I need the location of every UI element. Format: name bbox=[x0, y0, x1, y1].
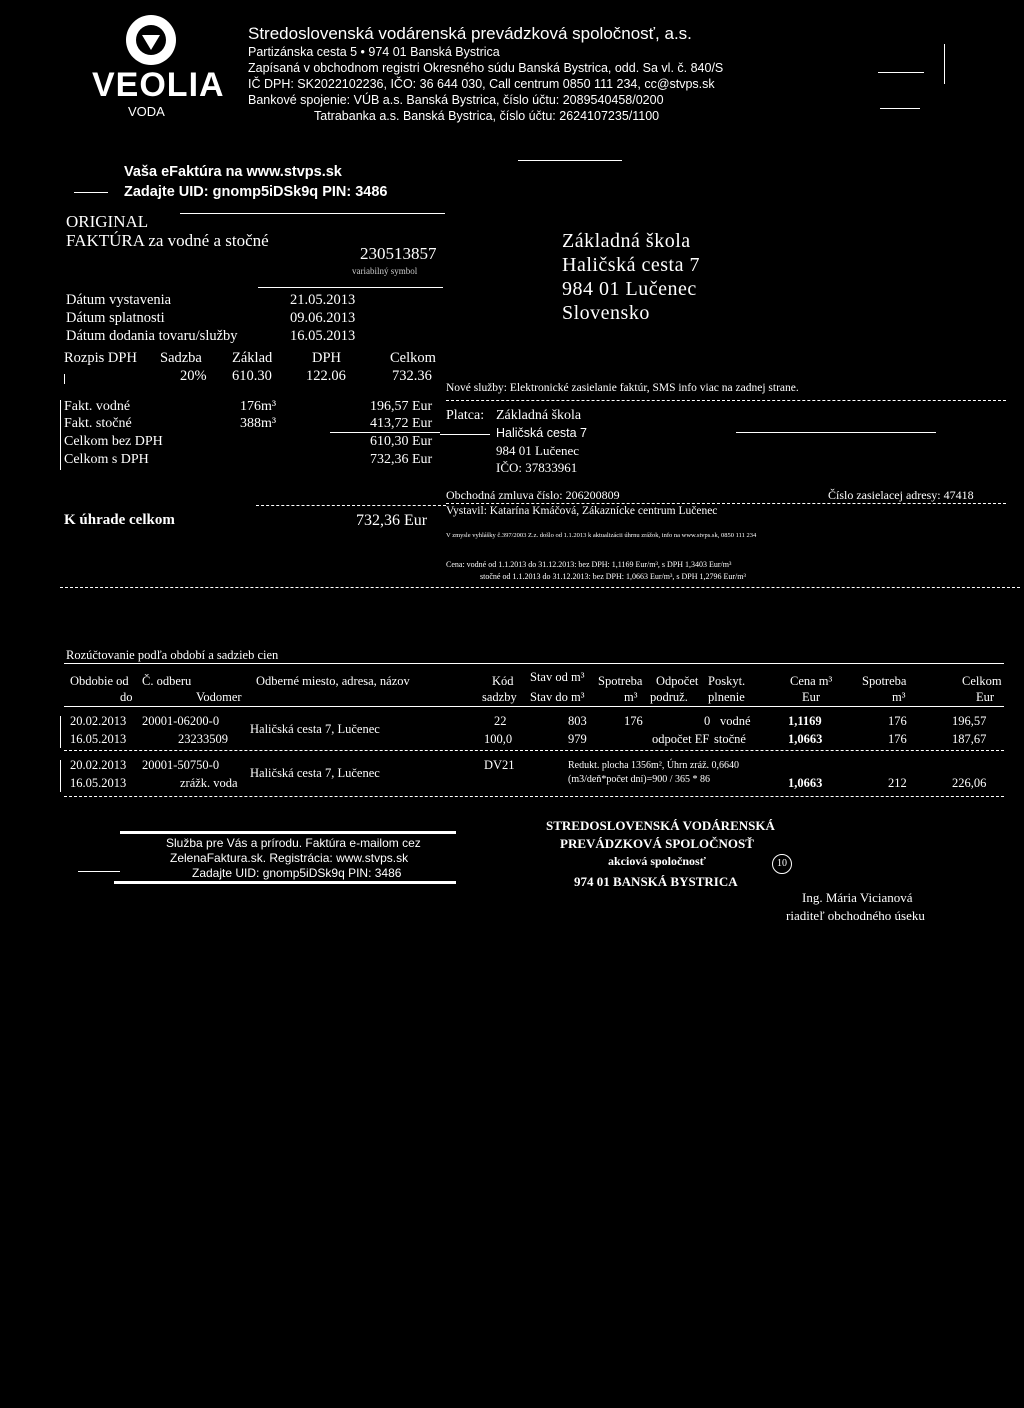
divider bbox=[60, 400, 61, 470]
th-price-unit: Eur bbox=[802, 690, 821, 704]
original-label: ORIGINAL bbox=[66, 212, 149, 231]
invoice-title: FAKTÚRA za vodné a stočné bbox=[66, 231, 269, 250]
item-water-qty: 176m³ bbox=[240, 399, 277, 414]
company-line-5: Tatrabanka a.s. Banská Bystrica, číslo účtu: 2624107235/1100 bbox=[314, 109, 660, 123]
new-services-notice: Nové služby: Elektronické zasielanie faktúr, SMS info viac na zadnej strane. bbox=[446, 382, 799, 394]
item-water-amount: 196,57 Eur bbox=[370, 399, 433, 414]
item-sewage-label: Fakt. stočné bbox=[64, 416, 132, 431]
divider bbox=[446, 400, 1006, 401]
row1-qty1: 176 bbox=[888, 714, 907, 728]
item-sewage-amount: 413,72 Eur bbox=[370, 416, 433, 431]
payer-street: Haličská cesta 7 bbox=[496, 426, 588, 440]
divider bbox=[60, 587, 1020, 588]
company-line-3: IČ DPH: SK2022102236, IČO: 36 644 030, Call centrum 0850 111 234, cc@stvps.sk bbox=[248, 77, 715, 91]
th-cons: Spotreba bbox=[598, 674, 643, 688]
contract-number: Obchodná zmluva číslo: 206200809 bbox=[446, 488, 620, 502]
row2-code: DV21 bbox=[484, 758, 515, 772]
row2-total: 226,06 bbox=[952, 776, 987, 790]
efaktura-line-1: Vaša eFaktúra na www.stvps.sk bbox=[124, 164, 342, 180]
breakdown-title: Rozúčtovanie podľa období a sadzieb cien bbox=[66, 648, 279, 662]
signer-name: Ing. Mária Vicianová bbox=[802, 890, 913, 905]
promo-line-2: ZelenaFaktura.sk. Registrácia: www.stvps.sk bbox=[170, 851, 409, 865]
vat-head-base: Základ bbox=[232, 350, 273, 366]
vat-rate: 20% bbox=[180, 368, 207, 384]
row1-qty2: 176 bbox=[888, 732, 907, 746]
company-line-4: Bankové spojenie: VÚB a.s. Banská Bystrica, číslo účtu: 2089540458/0200 bbox=[248, 93, 664, 107]
row1-meter: 23233509 bbox=[178, 732, 228, 746]
th-meter: Vodomer bbox=[196, 690, 242, 704]
row2-id: 20001-50750-0 bbox=[142, 758, 220, 772]
stamp-line-3: akciová spoločnosť bbox=[608, 854, 706, 868]
divider bbox=[64, 796, 1004, 797]
payer-label: Platca: bbox=[446, 408, 485, 423]
divider bbox=[64, 750, 1004, 751]
row1-to: 16.05.2013 bbox=[70, 732, 127, 746]
divider bbox=[64, 663, 1004, 664]
row2-note2: (m3/deň*počet dní)=900 / 365 * 86 bbox=[568, 774, 711, 785]
divider bbox=[256, 505, 446, 506]
table-row bbox=[60, 758, 1010, 794]
to-pay-label: K úhrade celkom bbox=[64, 512, 175, 528]
divider bbox=[440, 434, 490, 435]
stamp-mark-icon: 10 bbox=[772, 854, 792, 874]
row1-total1: 196,57 bbox=[952, 714, 987, 728]
divider bbox=[64, 374, 65, 384]
promo-line-1: Služba pre Vás a prírodu. Faktúra e-mailom cez bbox=[166, 836, 421, 850]
th-sub: Odpočet bbox=[656, 674, 699, 688]
invoice-number: 230513857 bbox=[360, 244, 437, 263]
row1-serv2: stočné bbox=[714, 732, 746, 746]
th-code2: sadzby bbox=[482, 690, 517, 704]
divider bbox=[114, 881, 456, 884]
row2-to: 16.05.2013 bbox=[70, 776, 127, 790]
contract-issued: Vystavil: Katarína Kmáčová, Zákaznícke centrum Lučenec bbox=[446, 505, 718, 517]
row1-from: 20.02.2013 bbox=[70, 714, 127, 728]
stamp bbox=[540, 812, 810, 892]
th-serv: Poskyt. bbox=[708, 674, 746, 688]
payer-ico: IČO: 37833961 bbox=[496, 460, 578, 475]
divider bbox=[78, 871, 120, 872]
row1-sub2: odpočet EF bbox=[652, 732, 710, 746]
payer-city: 984 01 Lučenec bbox=[496, 443, 580, 458]
divider bbox=[736, 432, 936, 433]
row1-state-from: 803 bbox=[568, 714, 587, 728]
divider bbox=[74, 192, 108, 193]
row2-price: 1,0663 bbox=[788, 776, 823, 790]
th-price: Cena m³ bbox=[790, 674, 833, 688]
date-issued-value: 21.05.2013 bbox=[290, 292, 356, 308]
row2-meter: zrážk. voda bbox=[180, 776, 238, 790]
divider bbox=[944, 44, 945, 84]
row2-from: 20.02.2013 bbox=[70, 758, 127, 772]
recipient-line-2: Haličská cesta 7 bbox=[562, 254, 700, 276]
promo-line-3: Zadajte UID: gnomp5iDSk9q PIN: 3486 bbox=[192, 866, 402, 880]
veolia-logo-icon bbox=[86, 10, 216, 70]
vat-head-total: Celkom bbox=[390, 350, 436, 366]
row1-price1: 1,1169 bbox=[788, 714, 822, 728]
divider bbox=[330, 432, 440, 433]
vat-total: 732.36 bbox=[392, 368, 432, 384]
vat-head-label: Rozpis DPH bbox=[64, 350, 137, 366]
divider bbox=[878, 72, 924, 73]
brand-sub: VODA bbox=[128, 104, 165, 119]
item-gross-amount: 732,36 Eur bbox=[370, 452, 433, 467]
vat-base: 610.30 bbox=[232, 368, 272, 384]
brand-name: VEOLIA bbox=[92, 66, 225, 104]
invoice-number-label: variabilný symbol bbox=[352, 266, 418, 276]
contract-price-1: Cena: vodné od 1.1.2013 do 31.12.2013: bez DPH: 1,1169 Eur/m³, s DPH 1,3403 Eur/m³ bbox=[446, 560, 732, 569]
th-code: Kód bbox=[492, 674, 514, 688]
th-period-from: Obdobie od bbox=[70, 674, 129, 688]
table-row bbox=[60, 714, 1010, 750]
row2-note1: Redukt. plocha 1356m², Úhrn zráž. 0,6640 bbox=[568, 760, 740, 771]
th-place: Odberné miesto, adresa, názov bbox=[256, 674, 410, 688]
row1-state-to: 979 bbox=[568, 732, 587, 746]
stamp-line-2: PREVÁDZKOVÁ SPOLOČNOSŤ bbox=[560, 836, 754, 851]
row1-consumption: 176 bbox=[624, 714, 643, 728]
row2-place: Haličská cesta 7, Lučenec bbox=[250, 766, 380, 780]
row1-total2: 187,67 bbox=[952, 732, 987, 746]
vat-head-rate: Sadzba bbox=[160, 350, 202, 366]
row1-id: 20001-06200-0 bbox=[142, 714, 220, 728]
row1-place: Haličská cesta 7, Lučenec bbox=[250, 722, 380, 736]
th-quantity: Spotreba bbox=[862, 674, 907, 688]
contract-address-no: Číslo zasielacej adresy: 47418 bbox=[828, 488, 974, 502]
row2-qty: 212 bbox=[888, 776, 907, 790]
date-due-label: Dátum splatnosti bbox=[66, 310, 165, 326]
item-sewage-qty: 388m³ bbox=[240, 416, 277, 431]
row1-price2: 1,0663 bbox=[788, 732, 823, 746]
th-sub2: podruž. bbox=[650, 690, 688, 704]
date-supply-value: 16.05.2013 bbox=[290, 328, 356, 344]
recipient-line-4: Slovensko bbox=[562, 302, 650, 324]
efaktura-line-2: Zadajte UID: gnomp5iDSk9q PIN: 3486 bbox=[124, 184, 388, 200]
th-quantity-unit: m³ bbox=[892, 690, 906, 704]
th-total-unit: Eur bbox=[976, 690, 995, 704]
vat-vat: 122.06 bbox=[306, 368, 346, 384]
vat-head-vat: DPH bbox=[312, 350, 342, 366]
item-gross-label: Celkom s DPH bbox=[64, 452, 149, 467]
date-due-value: 09.06.2013 bbox=[290, 310, 356, 326]
stamp-line-1: STREDOSLOVENSKÁ VODÁRENSKÁ bbox=[546, 818, 775, 833]
th-serv2: plnenie bbox=[708, 690, 745, 704]
item-net-label: Celkom bez DPH bbox=[64, 434, 163, 449]
contract-price-2: stočné od 1.1.2013 do 31.12.2013: bez DPH: 1,0663 Eur/m³, s DPH 1,2796 Eur/m³ bbox=[480, 572, 746, 581]
recipient-line-3: 984 01 Lučenec bbox=[562, 278, 697, 300]
row1-serv: vodné bbox=[720, 714, 751, 728]
item-water-label: Fakt. vodné bbox=[64, 399, 131, 414]
veolia-logo bbox=[86, 10, 225, 120]
th-state-from: Stav od m³ bbox=[530, 670, 585, 684]
divider bbox=[446, 503, 1006, 504]
th-period-to: do bbox=[120, 690, 133, 704]
company-name: Stredoslovenská vodárenská prevádzková spoločnosť, a.s. bbox=[248, 24, 692, 43]
stamp-line-4: 974 01 BANSKÁ BYSTRICA bbox=[574, 874, 738, 889]
item-net-amount: 610,30 Eur bbox=[370, 434, 433, 449]
row1-sub: 0 bbox=[704, 714, 711, 728]
recipient-line-1: Základná škola bbox=[562, 230, 691, 252]
date-supply-label: Dátum dodania tovaru/služby bbox=[66, 328, 238, 344]
to-pay-value: 732,36 Eur bbox=[356, 512, 428, 529]
divider bbox=[64, 706, 1004, 707]
th-total: Celkom bbox=[962, 674, 1002, 688]
th-state-to: Stav do m³ bbox=[530, 690, 585, 704]
signer-role: riaditeľ obchodného úseku bbox=[786, 908, 925, 923]
row1-code2: 100,0 bbox=[484, 732, 513, 746]
th-cons-unit: m³ bbox=[624, 690, 638, 704]
divider bbox=[258, 287, 443, 288]
company-line-1: Partizánska cesta 5 • 974 01 Banská Bystrica bbox=[248, 45, 500, 59]
divider bbox=[180, 213, 445, 214]
row1-code: 22 bbox=[494, 714, 507, 728]
divider bbox=[518, 160, 622, 161]
contract-legal: V zmysle vyhlášky č.397/2003 Z.z. došlo od 1.1.2013 k aktualizácii úhrnu zrážok, info na www.stvps.sk, 0850 111 234 bbox=[446, 532, 757, 539]
th-id: Č. odberu bbox=[142, 674, 192, 688]
divider bbox=[880, 108, 920, 109]
company-line-2: Zapísaná v obchodnom registri Okresného súdu Banská Bystrica, odd. Sa vl. č. 840/S bbox=[248, 61, 724, 75]
payer-name: Základná škola bbox=[496, 408, 582, 423]
date-issued-label: Dátum vystavenia bbox=[66, 292, 172, 308]
divider bbox=[120, 831, 456, 834]
